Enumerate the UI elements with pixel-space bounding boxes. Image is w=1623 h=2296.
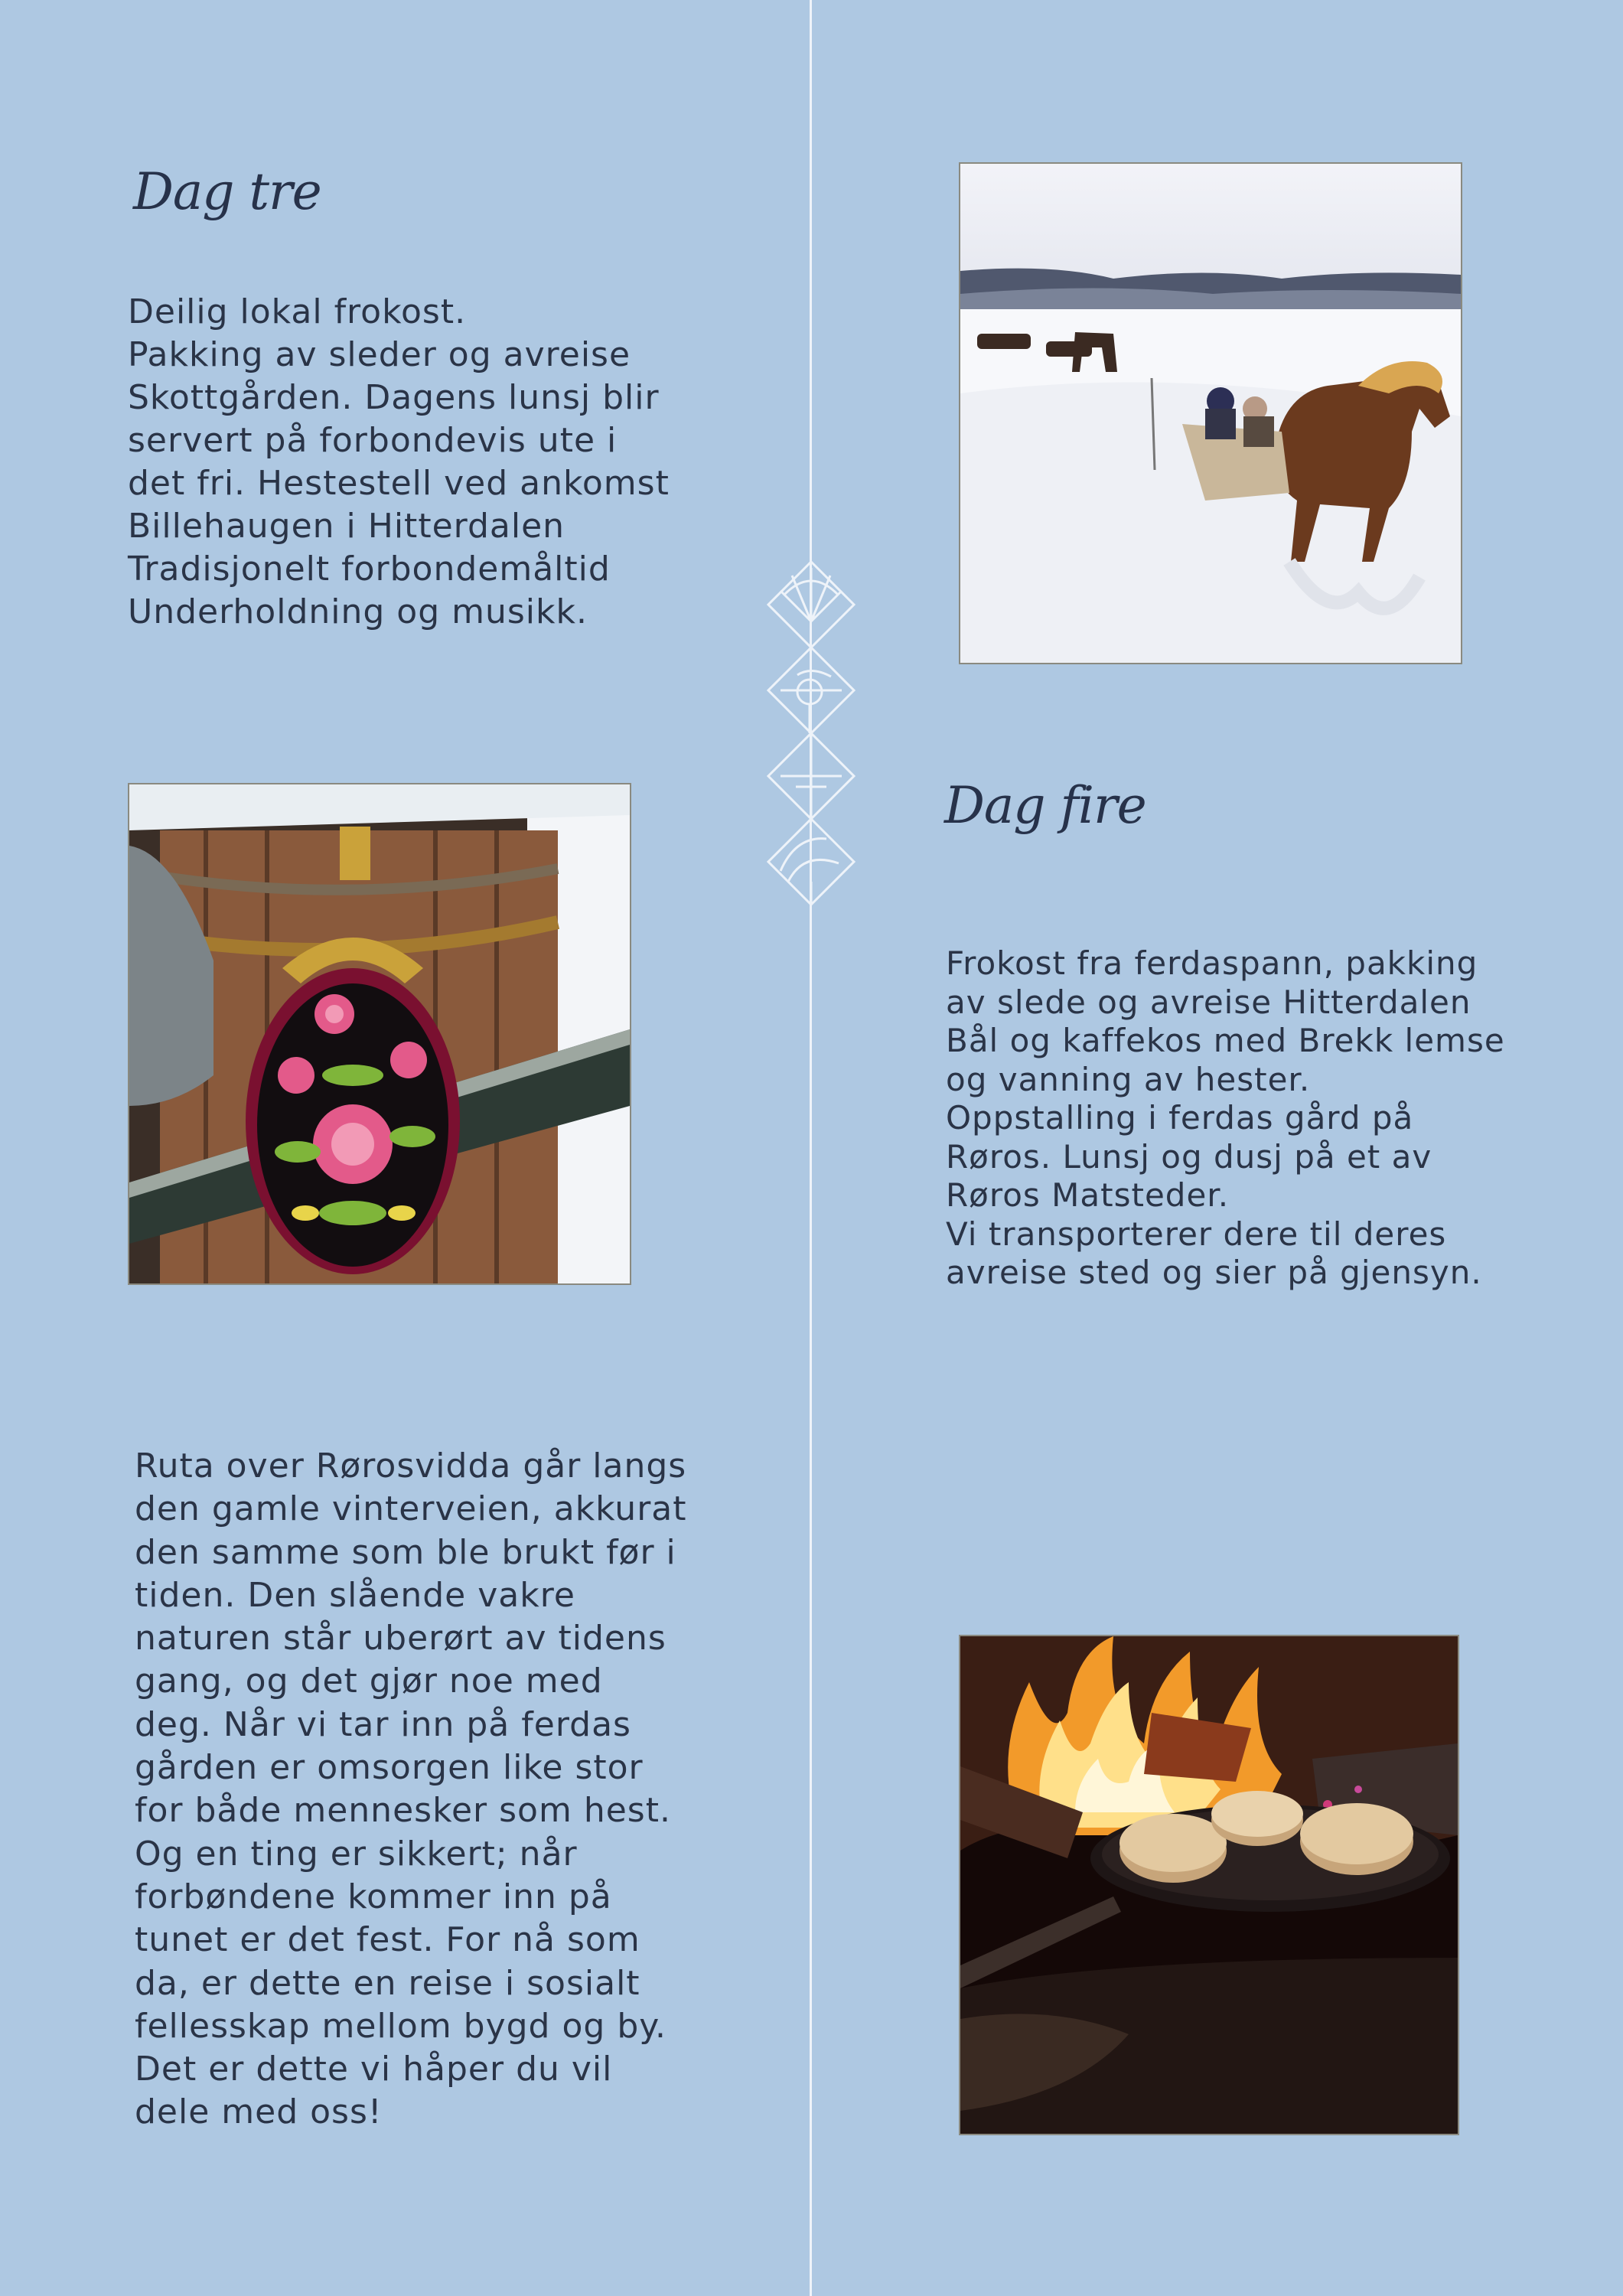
embroidery-pouch-photo bbox=[128, 783, 631, 1285]
text-line: Det er dette vi håper du vil bbox=[135, 2050, 613, 2089]
text-line: da, er dette en reise i sosialt bbox=[135, 1963, 640, 2003]
text-line: Røros Matsteder. bbox=[946, 1176, 1230, 1214]
text-line: Deilig lokal frokost. bbox=[128, 292, 467, 331]
diamond-ornament-icon bbox=[765, 560, 857, 912]
text-line: Pakking av sleder og avreise bbox=[128, 335, 631, 374]
day-four-text bbox=[946, 944, 1505, 1293]
text-line: fellesskap mellom bygd og by. bbox=[135, 2006, 666, 2046]
text-line: forbøndene kommer inn på bbox=[135, 1877, 612, 1916]
text-line: servert på forbondevis ute i bbox=[128, 421, 618, 460]
text-line: den gamle vinterveien, akkurat bbox=[135, 1489, 687, 1529]
text-line: Oppstalling i ferdas gård på bbox=[946, 1099, 1414, 1137]
text-line: deg. Når vi tar inn på ferdas bbox=[135, 1704, 631, 1744]
text-line: gang, og det gjør noe med bbox=[135, 1662, 603, 1701]
text-line: dele med oss! bbox=[135, 2092, 383, 2132]
text-line: Tradisjonelt forbondemåltid bbox=[128, 550, 611, 589]
day-three-text bbox=[128, 291, 670, 634]
text-line: avreise sted og sier på gjensyn. bbox=[946, 1254, 1482, 1291]
text-line: Røros. Lunsj og dusj på et av bbox=[946, 1137, 1432, 1176]
text-line: Frokost fra ferdaspann, pakking bbox=[946, 944, 1478, 982]
horse-sleigh-photo bbox=[959, 162, 1462, 664]
text-line: og vanning av hester. bbox=[946, 1060, 1311, 1098]
text-line: Ruta over Rørosvidda går langs bbox=[135, 1446, 687, 1486]
text-line: tiden. Den slående vakre bbox=[135, 1575, 575, 1615]
text-line: naturen står uberørt av tidens bbox=[135, 1619, 666, 1658]
text-line: Underholdning og musikk. bbox=[128, 592, 588, 631]
text-line: av slede og avreise Hitterdalen bbox=[946, 983, 1471, 1021]
text-line: gården er omsorgen like stor bbox=[135, 1748, 644, 1788]
text-line: det fri. Hestestell ved ankomst bbox=[128, 464, 670, 503]
text-line: Skottgården. Dagens lunsj blir bbox=[128, 378, 660, 417]
text-line: for både mennesker som hest. bbox=[135, 1791, 671, 1831]
text-line: tunet er det fest. For nå som bbox=[135, 1920, 640, 1960]
text-line: Og en ting er sikkert; når bbox=[135, 1834, 578, 1874]
day-four-heading: Dag fire bbox=[944, 776, 1146, 835]
text-line: Billehaugen i Hitterdalen bbox=[128, 507, 565, 546]
text-line: Bål og kaffekos med Brekk lemse bbox=[946, 1022, 1505, 1059]
text-line: den samme som ble brukt før i bbox=[135, 1532, 676, 1572]
center-divider-line bbox=[810, 0, 812, 2296]
day-three-heading: Dag tre bbox=[133, 162, 321, 221]
campfire-lefse-photo bbox=[959, 1635, 1459, 2135]
route-story-text bbox=[135, 1445, 687, 2135]
text-line: Vi transporterer dere til deres bbox=[946, 1215, 1447, 1253]
